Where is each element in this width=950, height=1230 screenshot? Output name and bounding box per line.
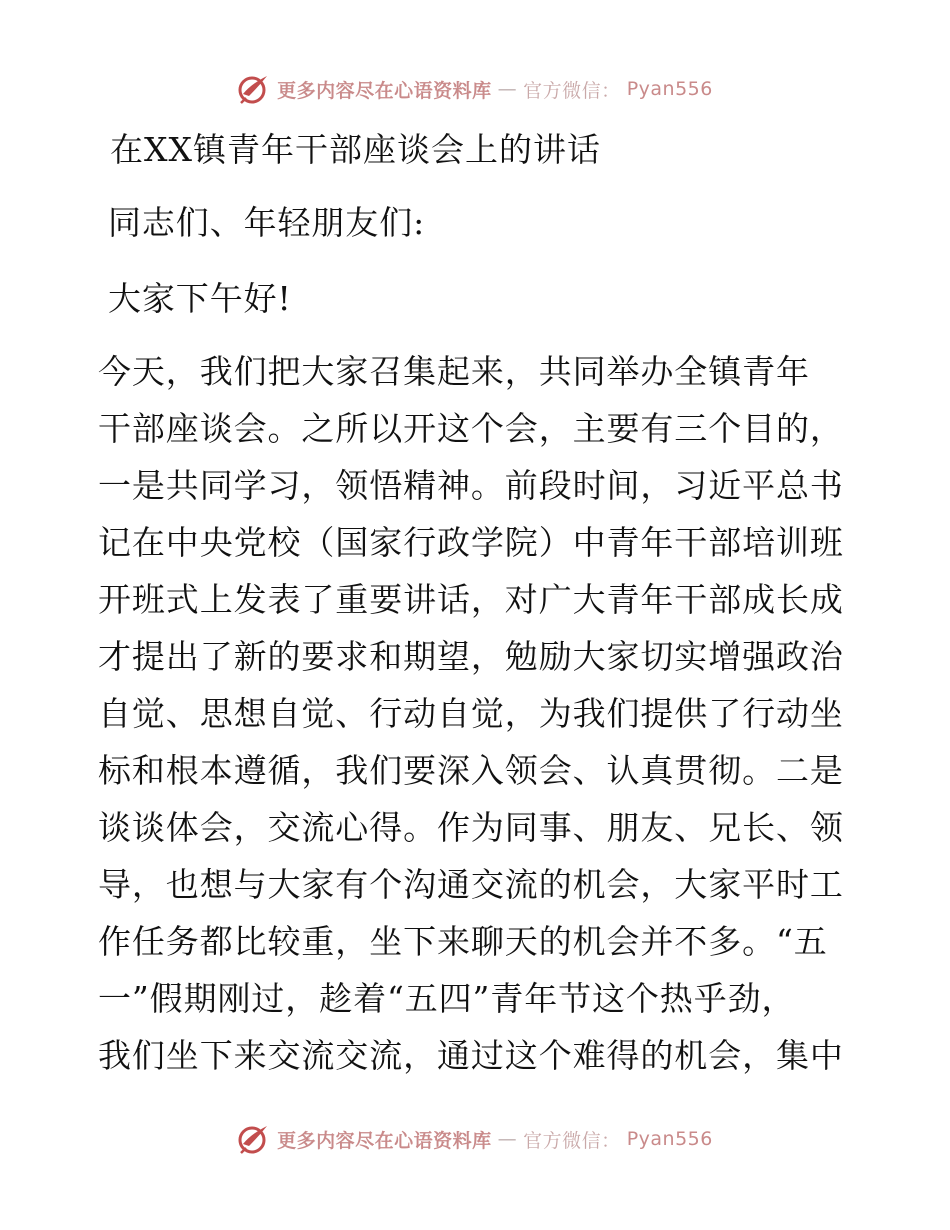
header-watermark [0, 72, 950, 106]
watermark-label: 官方微信： [523, 79, 621, 102]
body-line: 一”假期刚过，趁着“五四”青年节这个热乎劲， [98, 979, 796, 1018]
body-line: 记在中央党校（国家行政学院）中青年干部培训班 [98, 523, 844, 562]
body-line: 开班式上发表了重要讲话，对广大青年干部成长成 [98, 580, 844, 619]
body-line: 一是共同学习，领悟精神。前段时间，习近平总书 [98, 466, 844, 505]
watermark-main-text: 更多内容尽在心语资料库 [277, 1129, 492, 1152]
body-line: 标和根本遵循，我们要深入领会、认真贯彻。二是 [98, 751, 844, 790]
salutation: 同志们、年轻朋友们: [108, 203, 426, 242]
document-title: 在XX镇青年干部座谈会上的讲话 [110, 130, 601, 169]
body-line: 导，也想与大家有个沟通交流的机会，大家平时工 [98, 865, 844, 904]
body-line: 谈谈体会，交流心得。作为同事、朋友、兄长、领 [98, 808, 844, 847]
quill-logo-icon [237, 72, 271, 106]
body-line: 自觉、思想自觉、行动自觉，为我们提供了行动坐 [98, 694, 844, 733]
body-line: 我们坐下来交流交流，通过这个难得的机会，集中 [98, 1036, 844, 1075]
watermark-wechat-id: Pyan556 [626, 78, 713, 100]
greeting: 大家下午好! [108, 279, 292, 318]
watermark-label: 官方微信： [523, 1129, 621, 1152]
body-line: 才提出了新的要求和期望，勉励大家切实增强政治 [98, 637, 844, 676]
body-line: 干部座谈会。之所以开这个会，主要有三个目的， [98, 409, 844, 448]
body-line: 作任务都比较重，坐下来聊天的机会并不多。“五 [98, 922, 828, 961]
watermark-main-text: 更多内容尽在心语资料库 [277, 79, 492, 102]
watermark-separator: — [497, 78, 518, 100]
footer-watermark [0, 1122, 950, 1156]
body-line: 今天，我们把大家召集起来，共同举办全镇青年 [98, 352, 810, 391]
watermark-separator: — [497, 1128, 518, 1150]
quill-logo-icon [237, 1122, 271, 1156]
watermark-wechat-id: Pyan556 [626, 1128, 713, 1150]
